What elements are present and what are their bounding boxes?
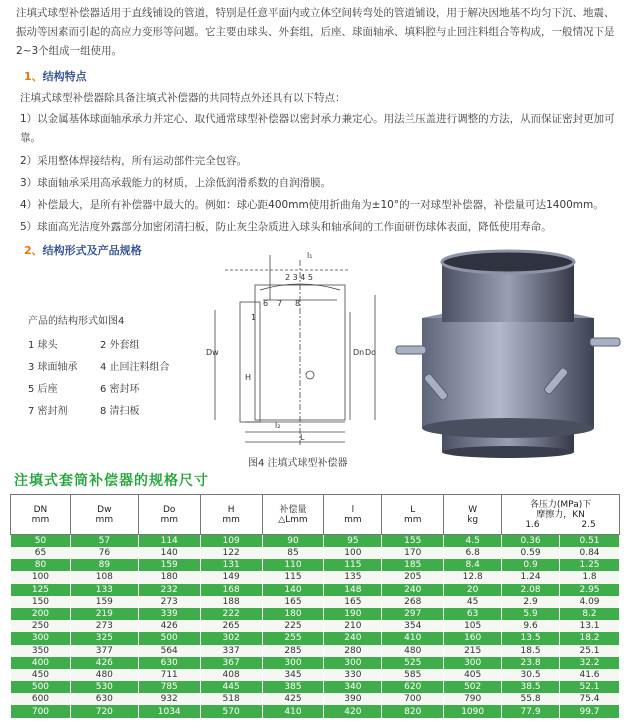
intro-paragraph: 注填式球型补偿器适用于直线铺设的管道，特别是任意平面内或立体空间转弯处的管道铺设，用于解决因地基不均匀下沉、地震、振动等因素而引起的高应力变形等问题。它主要由球头、外套组，后座、球面轴承、填料腔与止回注料组合等构成，一般情况下是2~3个组成一组使用。: [16, 7, 615, 57]
table-cell: 85: [262, 547, 324, 559]
header-h: [200, 495, 262, 535]
table-cell: 711: [138, 669, 200, 681]
table-cell: 149: [200, 571, 262, 583]
feature-2: 2）采用整体焊接结构，所有运动部件完全包容。: [20, 155, 248, 167]
section1-heading: [24, 68, 87, 84]
table-cell: 1034: [138, 705, 200, 717]
table-cell: 76: [70, 547, 138, 559]
table-cell: 1090: [444, 705, 502, 717]
table-cell: 2.08: [502, 584, 560, 596]
table-cell: 77.9: [502, 705, 560, 717]
table-cell: 405: [444, 669, 502, 681]
table-cell: 0.51: [560, 535, 620, 548]
table-row: [11, 645, 620, 657]
table-cell: 8.4: [444, 559, 502, 571]
table-row: [11, 657, 620, 669]
table-cell: 99.7: [560, 705, 620, 717]
table-cell: 1.8: [560, 571, 620, 583]
table-cell: 65: [11, 547, 71, 559]
section2-heading: [24, 242, 142, 258]
table-cell: 165: [262, 596, 324, 608]
spec-table-title: 注填式套筒补偿器的规格尺寸: [14, 473, 209, 489]
table-cell: 785: [138, 681, 200, 693]
table-cell: 4.09: [560, 596, 620, 608]
header-comp-unit: △Lmm: [278, 514, 308, 525]
table-cell: 273: [138, 596, 200, 608]
section1-title: 结构特点: [42, 70, 87, 83]
drawing-label-nums: 2 3 4 5: [285, 273, 313, 282]
header-do-unit: mm: [160, 514, 178, 525]
table-row: [11, 681, 620, 693]
table-cell: 500: [138, 632, 200, 644]
parts-row: [28, 402, 172, 424]
table-cell: 265: [200, 620, 262, 632]
table-cell: 4.5: [444, 535, 502, 548]
table-row: [11, 693, 620, 705]
table-cell: 159: [138, 559, 200, 571]
table-cell: 38.5: [502, 681, 560, 693]
header-w-label: W: [468, 504, 478, 515]
table-cell: 2.9: [502, 596, 560, 608]
table-cell: 90: [262, 535, 324, 548]
table-cell: 273: [70, 620, 138, 632]
table-cell: 55.8: [502, 693, 560, 705]
table-cell: 300: [444, 657, 502, 669]
header-h-label: H: [227, 504, 235, 515]
table-cell: 820: [382, 705, 444, 717]
table-row: [11, 584, 620, 596]
table-cell: 131: [200, 559, 262, 571]
parts-row: [28, 358, 172, 380]
header-l-label: l: [351, 504, 355, 515]
table-cell: 63: [444, 608, 502, 620]
table-cell: 133: [70, 584, 138, 596]
table-cell: 140: [138, 547, 200, 559]
header-l-unit: mm: [344, 514, 362, 525]
table-cell: 518: [200, 693, 262, 705]
table-cell: 1.24: [502, 571, 560, 583]
table-cell: 426: [138, 620, 200, 632]
header-compensation: [262, 495, 324, 535]
table-cell: 95: [324, 535, 382, 548]
part-label: 3 球面轴承: [28, 362, 78, 373]
table-row: [11, 571, 620, 583]
table-cell: 159: [70, 596, 138, 608]
table-cell: 168: [200, 584, 262, 596]
feature-5: 5）球面高光洁度外露部分加密闭清扫板，防止灰尘杂质进入球头和轴承间的工作面研伤球体表面，降低使用寿命。: [20, 221, 552, 233]
drawing-label-dw: Dw: [206, 348, 219, 357]
section1-lead: 注填式球型补偿器除具备注填式补偿器的共同特点外还具有以下特点：: [20, 92, 346, 104]
table-cell: 170: [382, 547, 444, 559]
header-L-label: L: [410, 504, 416, 515]
table-cell: 425: [262, 693, 324, 705]
header-pressure-label: 各压力(MPa)下: [529, 499, 592, 510]
drawing-label-l1: l₁: [307, 251, 313, 260]
table-cell: 340: [324, 681, 382, 693]
header-do-label: Do: [162, 504, 176, 515]
table-cell: 1.25: [560, 559, 620, 571]
table-cell: 354: [382, 620, 444, 632]
drawing-label-l2: l₂: [275, 421, 281, 430]
table-cell: 50: [11, 535, 71, 548]
table-cell: 0.84: [560, 547, 620, 559]
table-cell: 630: [70, 693, 138, 705]
header-dw-unit: mm: [95, 514, 114, 525]
parts-row: [28, 380, 172, 402]
header-L-unit: mm: [403, 514, 422, 525]
table-cell: 232: [138, 584, 200, 596]
table-header-row: [11, 495, 620, 535]
table-cell: 420: [324, 705, 382, 717]
table-cell: 300: [262, 657, 324, 669]
table-cell: 530: [70, 681, 138, 693]
table-cell: 148: [324, 584, 382, 596]
table-row: [11, 547, 620, 559]
table-cell: 240: [382, 584, 444, 596]
header-dn: [11, 495, 71, 535]
table-cell: 125: [11, 584, 71, 596]
drawing-label-L: L: [300, 433, 305, 442]
table-cell: 188: [200, 596, 262, 608]
table-cell: 500: [11, 681, 71, 693]
spec-table-body: [11, 535, 620, 718]
table-cell: 13.1: [560, 620, 620, 632]
table-cell: 200: [11, 608, 71, 620]
feature-4: 4）补偿最大，是所有补偿器中最大的。例如：球心距400mm使用折曲角为±10°的一对球型补偿器，补偿量可达1400mm。: [20, 199, 604, 211]
table-cell: 18.2: [560, 632, 620, 644]
table-cell: 445: [200, 681, 262, 693]
table-cell: 205: [382, 571, 444, 583]
table-cell: 345: [262, 669, 324, 681]
spec-table: [10, 494, 620, 718]
table-cell: 300: [11, 632, 71, 644]
table-cell: 180: [262, 608, 324, 620]
header-h-unit: mm: [222, 514, 240, 525]
table-cell: 350: [11, 645, 71, 657]
section2-title: 结构形式及产品规格: [42, 244, 142, 257]
figure-caption: 图4 注填式球型补偿器: [248, 458, 348, 469]
header-dn-unit: mm: [31, 514, 50, 525]
table-cell: 155: [382, 535, 444, 548]
table-cell: 426: [70, 657, 138, 669]
header-l-small: [324, 495, 382, 535]
table-cell: 339: [138, 608, 200, 620]
table-cell: 480: [70, 669, 138, 681]
table-cell: 75.4: [560, 693, 620, 705]
product-photo: [392, 248, 624, 458]
table-cell: 215: [444, 645, 502, 657]
table-cell: 280: [324, 645, 382, 657]
table-cell: 20: [444, 584, 502, 596]
table-cell: 108: [70, 571, 138, 583]
drawing-label-H: H: [245, 373, 252, 382]
part-label: 4 止回注料组合: [100, 362, 170, 373]
table-cell: 52.1: [560, 681, 620, 693]
table-cell: 109: [200, 535, 262, 548]
table-cell: 100: [324, 547, 382, 559]
table-cell: 240: [324, 632, 382, 644]
table-cell: 600: [11, 693, 71, 705]
table-row: [11, 705, 620, 717]
table-cell: 450: [11, 669, 71, 681]
table-cell: 525: [382, 657, 444, 669]
table-cell: 385: [262, 681, 324, 693]
table-cell: 160: [444, 632, 502, 644]
section1-number: 1、: [24, 70, 43, 83]
table-cell: 219: [70, 608, 138, 620]
table-cell: 268: [382, 596, 444, 608]
table-cell: 41.6: [560, 669, 620, 681]
table-cell: 8.2: [560, 608, 620, 620]
table-cell: 89: [70, 559, 138, 571]
feature-3: 3）球面轴承采用高承载能力的材质，上涂低润滑系数的自润滑膜。: [20, 177, 332, 189]
table-cell: 564: [138, 645, 200, 657]
table-cell: 570: [200, 705, 262, 717]
table-cell: 110: [262, 559, 324, 571]
part-label: 5 后座: [28, 384, 58, 395]
table-cell: 80: [11, 559, 71, 571]
table-cell: 410: [382, 632, 444, 644]
table-cell: 185: [382, 559, 444, 571]
drawing-label-6: 6: [263, 299, 269, 308]
table-cell: 408: [200, 669, 262, 681]
technical-drawing: [205, 250, 380, 450]
table-cell: 300: [324, 657, 382, 669]
table-cell: 114: [138, 535, 200, 548]
table-cell: 630: [138, 657, 200, 669]
table-cell: 105: [444, 620, 502, 632]
table-cell: 12.8: [444, 571, 502, 583]
table-cell: 25.1: [560, 645, 620, 657]
header-comp-label: 补偿量: [279, 504, 307, 515]
table-cell: 325: [70, 632, 138, 644]
section2-number: 2、: [24, 244, 43, 257]
structure-caption: 产品的结构形式如图4: [28, 316, 125, 327]
table-row: [11, 608, 620, 620]
table-row: [11, 620, 620, 632]
drawing-label-1: 1: [251, 313, 257, 322]
table-cell: 330: [324, 669, 382, 681]
table-cell: 32.2: [560, 657, 620, 669]
table-cell: 115: [262, 571, 324, 583]
table-cell: 150: [11, 596, 71, 608]
header-pressure: [502, 495, 620, 535]
drawing-label-do: Do: [365, 348, 377, 357]
table-cell: 337: [200, 645, 262, 657]
table-cell: 285: [262, 645, 324, 657]
header-w-unit: kg: [467, 514, 479, 525]
table-cell: 502: [444, 681, 502, 693]
table-cell: 100: [11, 571, 71, 583]
table-cell: 190: [324, 608, 382, 620]
table-cell: 30.5: [502, 669, 560, 681]
drawing-label-7: 7: [277, 299, 283, 308]
table-cell: 480: [382, 645, 444, 657]
table-cell: 620: [382, 681, 444, 693]
table-cell: 0.9: [502, 559, 560, 571]
drawing-label-dn: Dn: [353, 348, 365, 357]
header-friction-label: 摩擦力，KN: [536, 509, 585, 520]
parts-list: [28, 336, 172, 424]
table-cell: 0.59: [502, 547, 560, 559]
table-row: [11, 559, 620, 571]
table-cell: 297: [382, 608, 444, 620]
header-l-large: [382, 495, 444, 535]
table-cell: 9.6: [502, 620, 560, 632]
table-cell: 700: [382, 693, 444, 705]
part-label: 8 清扫板: [100, 406, 140, 417]
table-cell: 390: [324, 693, 382, 705]
table-cell: 165: [324, 596, 382, 608]
table-cell: 180: [138, 571, 200, 583]
table-cell: 255: [262, 632, 324, 644]
table-cell: 585: [382, 669, 444, 681]
table-cell: 6.8: [444, 547, 502, 559]
table-cell: 250: [11, 620, 71, 632]
table-cell: 2.95: [560, 584, 620, 596]
parts-row: [28, 336, 172, 358]
header-dw: [70, 495, 138, 535]
table-cell: 225: [262, 620, 324, 632]
part-label: 7 密封剂: [28, 406, 68, 417]
table-cell: 115: [324, 559, 382, 571]
table-cell: 932: [138, 693, 200, 705]
table-cell: 377: [70, 645, 138, 657]
table-row: [11, 535, 620, 548]
table-cell: 400: [11, 657, 71, 669]
table-cell: 135: [324, 571, 382, 583]
part-label: 6 密封环: [100, 384, 140, 395]
header-weight: [444, 495, 502, 535]
table-cell: 210: [324, 620, 382, 632]
table-cell: 122: [200, 547, 262, 559]
table-cell: 222: [200, 608, 262, 620]
part-label: 2 外套组: [100, 340, 140, 351]
table-row: [11, 669, 620, 681]
table-cell: 5.9: [502, 608, 560, 620]
table-cell: 23.8: [502, 657, 560, 669]
header-p1: 1.6: [525, 519, 540, 530]
table-cell: 410: [262, 705, 324, 717]
header-do: [138, 495, 200, 535]
table-cell: 700: [11, 705, 71, 717]
header-p2: 2.5: [581, 519, 596, 530]
header-dw-label: Dw: [97, 504, 112, 515]
table-cell: 302: [200, 632, 262, 644]
table-cell: 0.36: [502, 535, 560, 548]
table-row: [11, 632, 620, 644]
part-label: 1 球头: [28, 340, 58, 351]
table-cell: 720: [70, 705, 138, 717]
table-cell: 57: [70, 535, 138, 548]
table-cell: 45: [444, 596, 502, 608]
table-cell: 13.5: [502, 632, 560, 644]
table-cell: 18.5: [502, 645, 560, 657]
drawing-label-8: 8: [295, 299, 301, 308]
table-cell: 140: [262, 584, 324, 596]
feature-1: 1）以金属基体球面轴承承力并定心、取代通常球型补偿器以密封承力兼定心。用法兰压盖进行调整的方法，从而保证密封更加可靠。: [20, 113, 615, 144]
table-cell: 367: [200, 657, 262, 669]
table-row: [11, 596, 620, 608]
header-dn-label: DN: [33, 504, 48, 515]
table-cell: 790: [444, 693, 502, 705]
